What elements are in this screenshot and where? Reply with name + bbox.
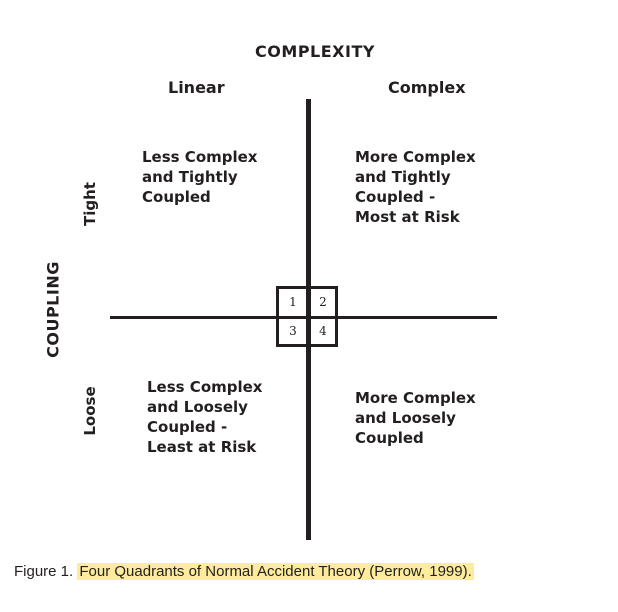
loose-label: Loose [81, 386, 99, 436]
quadrant-number-4: 4 [319, 324, 327, 338]
quadrant-number-2: 2 [319, 295, 327, 309]
quadrant-number-3: 3 [289, 324, 297, 338]
figure-caption [14, 563, 474, 580]
quadrant-top-right-text: More Complex and Tightly Coupled - Most at Risk [355, 148, 476, 226]
quadrant-top-left-text: Less Complex and Tightly Coupled [142, 148, 258, 206]
linear-label: Linear [168, 78, 225, 97]
caption-highlighted-text: Four Quadrants of Normal Accident Theory (Perrow, 1999). [79, 563, 472, 580]
tight-label: Tight [81, 182, 99, 226]
quadrant-bottom-left-text: Less Complex and Loosely Coupled - Least at Risk [147, 378, 263, 456]
quadrant-number-1: 1 [289, 295, 297, 309]
caption-prefix: Figure 1. [14, 563, 74, 580]
quadrant-bottom-right-text: More Complex and Loosely Coupled [355, 389, 476, 447]
complexity-axis-title: COMPLEXITY [255, 42, 375, 61]
complex-label: Complex [388, 78, 466, 97]
coupling-axis-title: COUPLING [43, 261, 63, 358]
